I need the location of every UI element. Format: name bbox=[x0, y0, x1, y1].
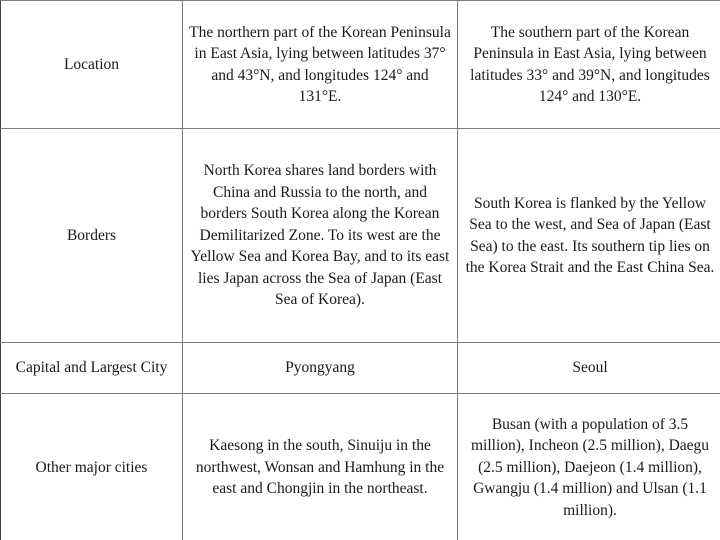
south-korea-capital-text: Seoul bbox=[572, 359, 608, 377]
south-korea-cell bbox=[458, 129, 720, 343]
south-korea-borders-text: South Korea is flanked by the Yellow Sea to the west, and Sea of Japan (East Sea) to the east. Its southern tip lies on the Korea Strait and the East China Sea. bbox=[465, 194, 715, 276]
north-korea-cell bbox=[183, 394, 458, 540]
south-korea-location-text: The southern part of the Korean Peninsula in East Asia, lying between latitudes 33° and 39°N, and longitudes 124° and 130°E. bbox=[470, 23, 710, 105]
row-label-cell bbox=[1, 394, 183, 540]
row-label: Location bbox=[63, 55, 120, 73]
table-row-borders bbox=[1, 129, 720, 343]
north-korea-capital-text: Pyongyang bbox=[285, 359, 355, 377]
row-label-cell bbox=[1, 343, 183, 394]
north-korea-cities-text: Kaesong in the south, Sinuiju in the northwest, Wonsan and Hamhung in the east and Chongjin in the northeast. bbox=[195, 437, 445, 498]
north-korea-location-text: The northern part of the Korean Peninsula in East Asia, lying between latitudes 37° and 43°N, and longitudes 124° and 131°E. bbox=[189, 23, 451, 105]
north-korea-cell bbox=[183, 343, 458, 394]
table-row-capital bbox=[1, 343, 720, 394]
table-row-location bbox=[1, 1, 720, 129]
south-korea-cities-text: Busan (with a population of 3.5 million), Incheon (2.5 million), Daegu (2.5 million), Daejeon (1.4 million), Gwangju (1.4 million) and Ulsan (1.1 million). bbox=[470, 415, 710, 519]
row-label: Borders bbox=[66, 226, 117, 244]
north-korea-borders-text: North Korea shares land borders with China and Russia to the north, and borders South Korea along the Korean Demilitarized Zone. To its west are the Yellow Sea and Korea Bay, and to its east lies Japan across the Sea of Japan (East Sea of Korea). bbox=[190, 162, 450, 309]
north-korea-cell bbox=[183, 1, 458, 129]
south-korea-cell bbox=[458, 394, 720, 540]
row-label-cell bbox=[1, 1, 183, 129]
table-row-other-cities bbox=[1, 394, 720, 540]
south-korea-cell bbox=[458, 343, 720, 394]
south-korea-cell bbox=[458, 1, 720, 129]
row-label: Other major cities bbox=[35, 458, 148, 476]
north-korea-cell bbox=[183, 129, 458, 343]
row-label-cell bbox=[1, 129, 183, 343]
row-label: Capital and Largest City bbox=[15, 359, 168, 377]
